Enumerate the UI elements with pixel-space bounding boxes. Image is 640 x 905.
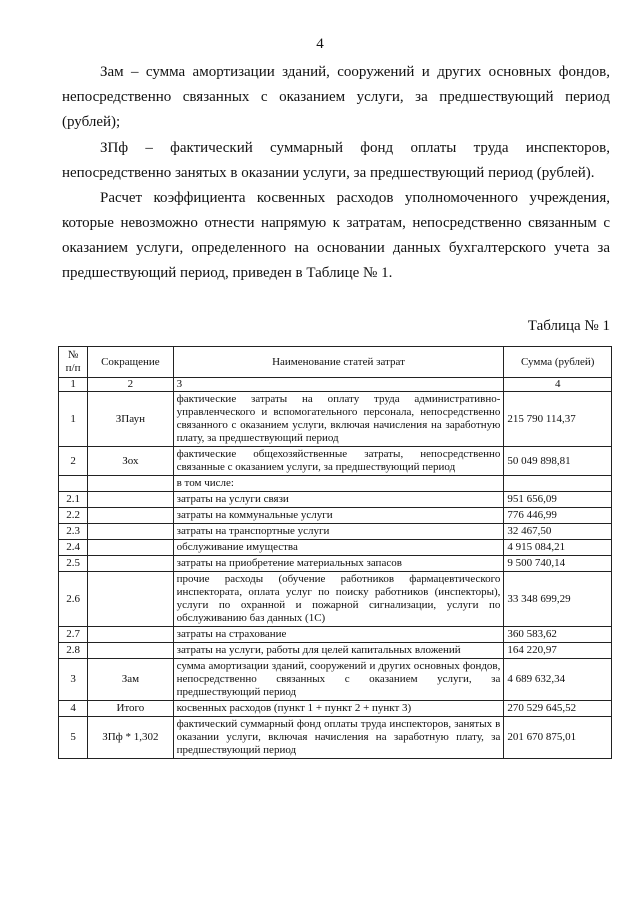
row-number-cell: 2 <box>59 447 88 476</box>
row-abbreviation-cell <box>88 508 173 524</box>
header-num: № п/п <box>59 347 88 378</box>
row-name-cell: затраты на транспортные услуги <box>173 524 504 540</box>
row-abbreviation-cell <box>88 556 173 572</box>
row-abbreviation-cell <box>88 643 173 659</box>
row-sum-cell: 776 446,99 <box>504 508 612 524</box>
row-name-cell: затраты на страхование <box>173 627 504 643</box>
row-sum-cell: 360 583,62 <box>504 627 612 643</box>
row-abbreviation-cell <box>88 572 173 627</box>
row-sum-cell: 215 790 114,37 <box>504 392 612 447</box>
row-abbreviation-cell: Зох <box>88 447 173 476</box>
row-name-cell: сумма амортизации зданий, сооружений и других основных фондов, непосредственно связанных с оказанием услуги, за предшествующий период <box>173 659 504 701</box>
table-header-row <box>59 347 612 378</box>
row-abbreviation-cell <box>88 627 173 643</box>
row-name-cell: затраты на приобретение материальных запасов <box>173 556 504 572</box>
table-row <box>59 643 612 659</box>
row-number-cell: 4 <box>59 701 88 717</box>
row-name-cell: затраты на услуги, работы для целей капитальных вложений <box>173 643 504 659</box>
row-number-cell: 2.4 <box>59 540 88 556</box>
row-sum-cell: 270 529 645,52 <box>504 701 612 717</box>
row-name-cell: фактический суммарный фонд оплаты труда инспекторов, занятых в оказании услуги, включая начисления на заработную плату, за предшествующий период <box>173 717 504 759</box>
row-sum-cell: 951 656,09 <box>504 492 612 508</box>
header-sum: Сумма (рублей) <box>504 347 612 378</box>
row-sum-cell: 4 689 632,34 <box>504 659 612 701</box>
table-row <box>59 540 612 556</box>
row-abbreviation-cell <box>88 492 173 508</box>
row-abbreviation-cell: Итого <box>88 701 173 717</box>
row-number-cell: 2.2 <box>59 508 88 524</box>
header-cost-item-name: Наименование статей затрат <box>173 347 504 378</box>
row-sum-cell: 33 348 699,29 <box>504 572 612 627</box>
table-row <box>59 508 612 524</box>
table-index-row <box>59 378 612 392</box>
row-sum-cell: 164 220,97 <box>504 643 612 659</box>
row-name-cell: в том числе: <box>173 476 504 492</box>
row-sum-cell: 50 049 898,81 <box>504 447 612 476</box>
table-caption: Таблица № 1 <box>527 318 610 334</box>
table-row <box>59 717 612 759</box>
row-number-cell: 5 <box>59 717 88 759</box>
row-number-cell: 2.6 <box>59 572 88 627</box>
row-abbreviation-cell <box>88 524 173 540</box>
row-name-cell: обслуживание имущества <box>173 540 504 556</box>
index-cell: 4 <box>504 378 612 392</box>
row-sum-cell <box>504 476 612 492</box>
cost-table <box>58 346 612 759</box>
row-sum-cell: 32 467,50 <box>504 524 612 540</box>
row-name-cell: затраты на услуги связи <box>173 492 504 508</box>
row-number-cell: 3 <box>59 659 88 701</box>
paragraph-coefficient-calculation: Расчет коэффициента косвенных расходов уполномоченного учреждения, которые невозможно отнести напрямую к затратам, непосредственно связанным с оказанием услуги, определенного на основании данных бухгалтерского учета за предшествующий период, приведен в Таблице № 1. <box>62 190 610 281</box>
row-name-cell: косвенных расходов (пункт 1 + пункт 2 + пункт 3) <box>173 701 504 717</box>
table-row <box>59 701 612 717</box>
row-number-cell: 2.5 <box>59 556 88 572</box>
row-number-cell: 2.3 <box>59 524 88 540</box>
row-sum-cell: 4 915 084,21 <box>504 540 612 556</box>
row-number-cell: 2.1 <box>59 492 88 508</box>
row-number-cell: 1 <box>59 392 88 447</box>
row-number-cell: 2.7 <box>59 627 88 643</box>
table-row <box>59 556 612 572</box>
index-cell: 1 <box>59 378 88 392</box>
table-row <box>59 492 612 508</box>
row-abbreviation-cell <box>88 476 173 492</box>
row-name-cell: фактические затраты на оплату труда административно-управленческого и вспомогательного персонала, непосредственно связанного с оказанием услуги, включая начисления на заработную плату, за предшествующий период <box>173 392 504 447</box>
paragraph-zpf-definition: ЗПф – фактический суммарный фонд оплаты труда инспекторов, непосредственно занятых в оказании услуги, за предшествующий период (рублей). <box>62 140 610 181</box>
row-name-cell: фактические общехозяйственные затраты, непосредственно связанные с оказанием услуги, за предшествующий период <box>173 447 504 476</box>
row-sum-cell: 201 670 875,01 <box>504 717 612 759</box>
header-abbreviation: Сокращение <box>88 347 173 378</box>
row-name-cell: прочие расходы (обучение работников фармацевтического инспектората, оплата услуг по поиску работников (инспекторы), услуги по охранной и пожарной сигнализации, услуги по обслуживанию баз данных (1С) <box>173 572 504 627</box>
table-row <box>59 476 612 492</box>
row-name-cell: затраты на коммунальные услуги <box>173 508 504 524</box>
table-row <box>59 627 612 643</box>
table-row <box>59 447 612 476</box>
row-abbreviation-cell: Зам <box>88 659 173 701</box>
table-row <box>59 572 612 627</box>
row-number-cell: 2.8 <box>59 643 88 659</box>
table-row <box>59 392 612 447</box>
row-abbreviation-cell: ЗПф * 1,302 <box>88 717 173 759</box>
row-abbreviation-cell <box>88 540 173 556</box>
paragraph-zam-definition: Зам – сумма амортизации зданий, сооружений и других основных фондов, непосредственно связанных с оказанием услуги, за предшествующий период (рублей); <box>62 64 610 130</box>
index-cell: 2 <box>88 378 173 392</box>
table-row <box>59 659 612 701</box>
index-cell: 3 <box>173 378 504 392</box>
row-number-cell <box>59 476 88 492</box>
row-sum-cell: 9 500 740,14 <box>504 556 612 572</box>
table-row <box>59 524 612 540</box>
row-abbreviation-cell: ЗПаун <box>88 392 173 447</box>
page-number: 4 <box>316 36 324 52</box>
